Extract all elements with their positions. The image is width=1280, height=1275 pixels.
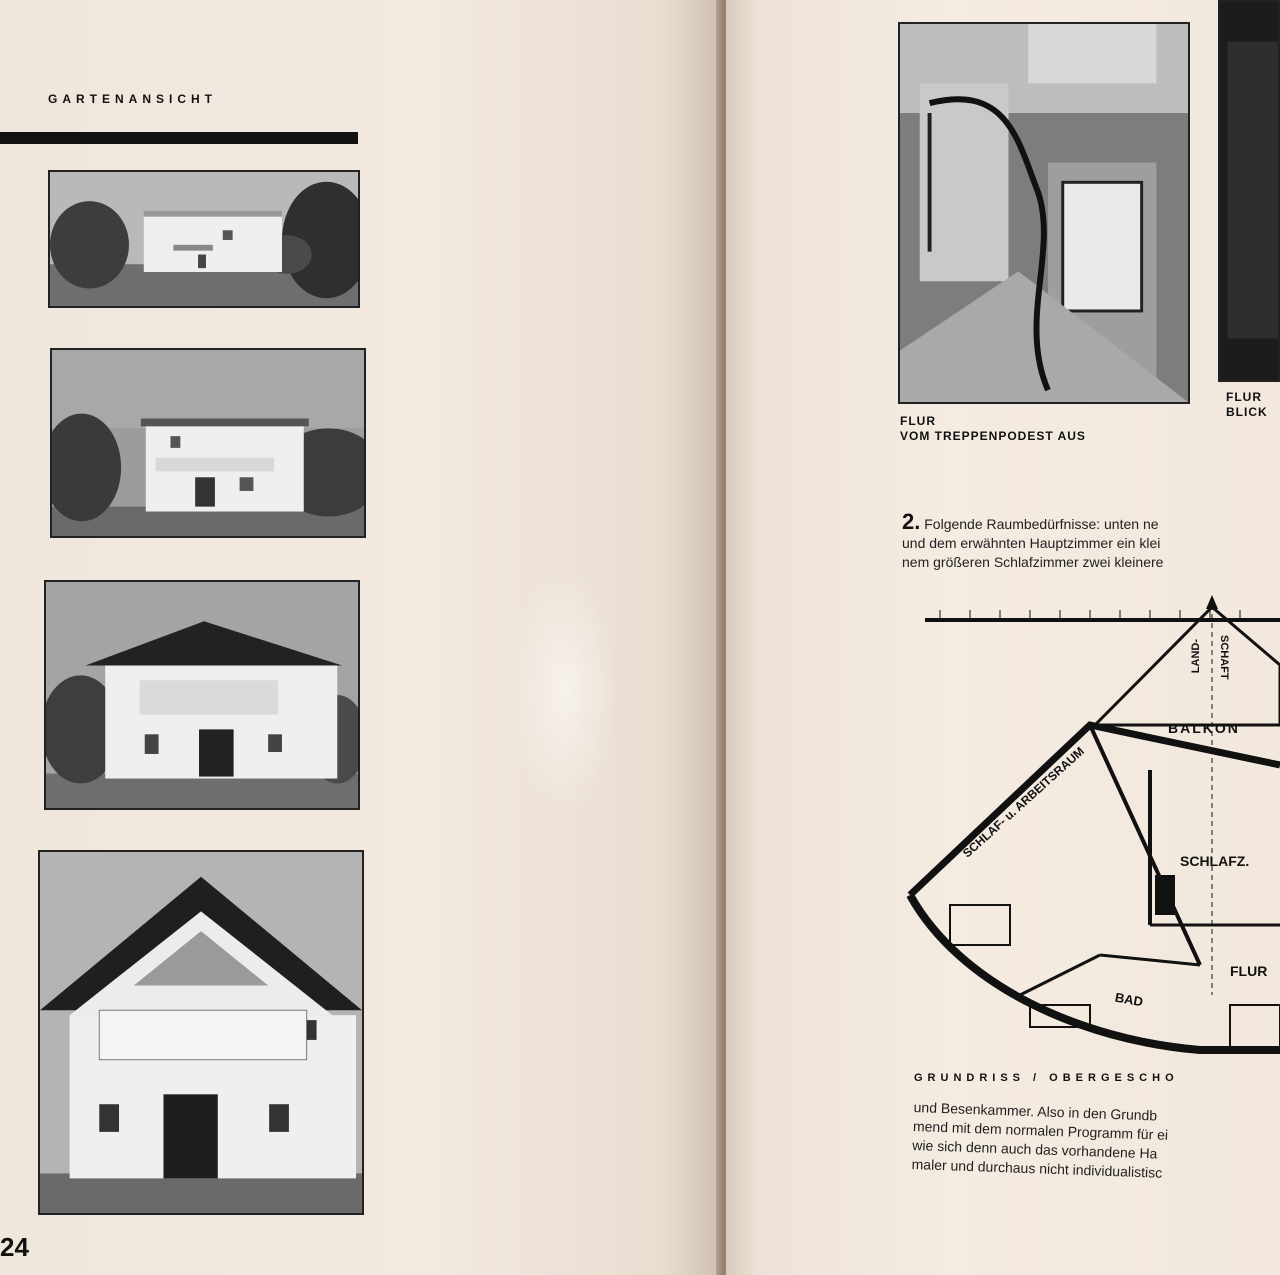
heading-rule [0, 132, 358, 144]
garden-view-photo-2 [50, 348, 366, 538]
glare [510, 560, 620, 820]
hall-view-photo [1218, 0, 1280, 382]
paragraph-1-line2: und dem erwähnten Hauptzimmer ein klei [902, 535, 1161, 551]
paragraph-2-line2: mend mit dem normalen Programm für ei [912, 1117, 1169, 1143]
caption-hall-1 [900, 414, 1086, 444]
page-number: 24 [0, 1232, 29, 1262]
garden-view-photo-4 [38, 850, 364, 1215]
caption-hall-2-line2: BLICK [1226, 405, 1268, 419]
paragraph-2-line3: wie sich denn auch das vorhandene Ha [912, 1136, 1158, 1162]
paragraph-1-line3: nem größeren Schlafzimmer zwei kleinere [902, 554, 1164, 570]
bed [950, 905, 1010, 945]
room-label-bedroom: SCHLAFZ. [1180, 853, 1250, 869]
paragraph-2-line4: maler und durchaus nicht individualistisc [911, 1155, 1163, 1181]
room-label-hall: FLUR [1230, 963, 1268, 979]
garden-view-photo-1 [48, 170, 360, 308]
section-heading: GARTENANSICHT [48, 92, 217, 106]
caption-hall-2-line1: FLUR [1226, 390, 1262, 404]
paragraph-2 [911, 1098, 1169, 1183]
floor-plan [900, 595, 1280, 1070]
section-number: 2. [902, 509, 921, 534]
room-label-balcony: BALKON [1168, 720, 1240, 736]
room-label-work-room: SCHLAF- u. ARBEITSRAUM [960, 744, 1087, 861]
landscape-label-1: LAND- [1190, 639, 1202, 674]
caption-hall-1-line1: FLUR [900, 414, 936, 428]
floor-plan-caption: GRUNDRISS / OBERGESCHO [914, 1072, 1179, 1084]
paragraph-1 [902, 509, 1164, 572]
landscape-label-2: SCHAFT [1218, 635, 1230, 680]
caption-hall-1-line2: VOM TREPPENPODEST AUS [900, 429, 1086, 443]
stairs [1230, 1005, 1280, 1050]
hall-stair-photo [898, 22, 1190, 404]
paragraph-2-line1: und Besenkammer. Also in den Grundb [913, 1098, 1158, 1124]
paragraph-1-line1: Folgende Raumbedürfnisse: unten ne [924, 516, 1159, 532]
garden-view-photo-3 [44, 580, 360, 810]
room-label-bath: BAD [1113, 989, 1145, 1010]
caption-hall-2 [1226, 390, 1268, 420]
